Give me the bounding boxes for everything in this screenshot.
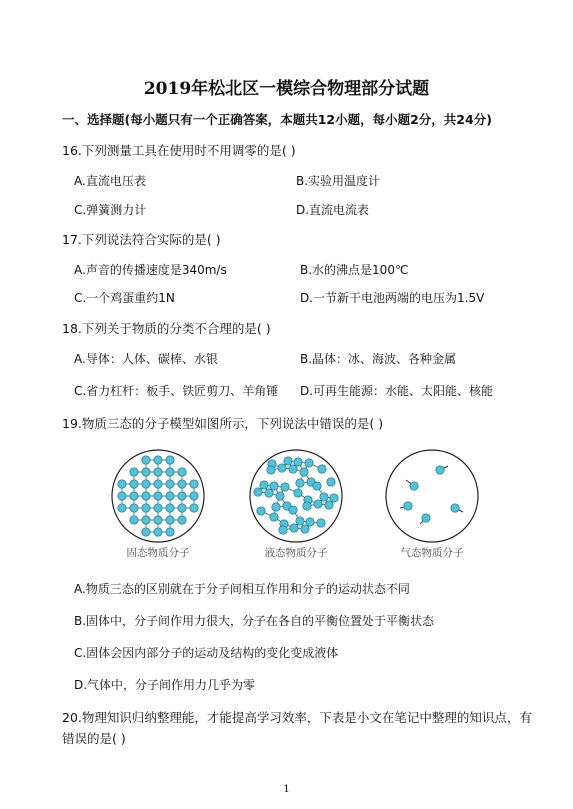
question-19-option-a: A.物质三态的区别就在于分子间相互作用和分子的运动状态不同 <box>74 582 410 596</box>
molecule-dot <box>313 482 321 490</box>
molecule-dot <box>410 482 418 490</box>
molecule-dot <box>142 528 150 536</box>
molecule-dot <box>154 480 162 488</box>
question-17-option-b: B.水的沸点是100℃ <box>300 263 409 277</box>
question-20-stem-line1: 20.物理知识归纳整理能，才能提高学习效率，下表是小文在笔记中整理的知识点，有 <box>62 710 532 725</box>
molecule-dot <box>154 468 162 476</box>
solid-molecule-diagram <box>112 450 204 542</box>
molecule-dot <box>290 524 298 532</box>
liquid-caption: 液态物质分子 <box>264 547 328 559</box>
molecule-dot <box>178 504 186 512</box>
molecule-dot <box>260 481 268 489</box>
page-title: 2019年松北区一模综合物理部分试题 <box>143 79 430 99</box>
solid-molecule-lattice <box>118 456 198 536</box>
question-18-option-b: B.晶体：冰、海波、各种金属 <box>300 352 457 366</box>
molecule-dot <box>166 528 174 536</box>
molecule-dot <box>130 492 138 500</box>
molecule-dot <box>130 480 138 488</box>
question-16-stem: 16.下列测量工具在使用时不用调零的是( ) <box>62 143 296 158</box>
molecule-dot <box>327 478 335 486</box>
molecule-dot <box>190 492 198 500</box>
molecule-dot <box>296 479 304 487</box>
molecule-dot <box>325 501 333 509</box>
gas-caption: 气态物质分子 <box>400 547 464 559</box>
molecule-dot <box>272 503 280 511</box>
liquid-molecule-cluster <box>254 457 338 534</box>
molecule-dot <box>142 468 150 476</box>
molecule-dot <box>257 507 265 515</box>
molecule-dot <box>294 489 302 497</box>
molecule-dot <box>284 457 292 465</box>
question-19-option-d: D.气体中，分子间作用力几乎为零 <box>74 678 256 692</box>
molecule-dot <box>267 466 275 474</box>
question-19-option-b: B.固体中，分子间作用力很大，分子在各自的平衡位置处于平衡状态 <box>74 614 435 628</box>
molecule-dot <box>270 513 278 521</box>
molecule-dot <box>422 514 430 522</box>
molecule-dot <box>166 492 174 500</box>
question-16-option-a: A.直流电压表 <box>74 174 146 188</box>
molecule-dot <box>178 492 186 500</box>
molecule-dot <box>142 504 150 512</box>
molecule-dot <box>142 492 150 500</box>
gas-molecules <box>400 466 463 524</box>
molecule-dot <box>166 456 174 464</box>
molecule-dot <box>118 492 126 500</box>
molecule-dot <box>254 488 262 496</box>
molecule-dot <box>154 528 162 536</box>
page-number: 1 <box>283 784 290 795</box>
molecule-dot <box>289 506 297 514</box>
molecule-dot <box>404 502 412 510</box>
molecule-dot <box>178 480 186 488</box>
molecule-dot <box>166 504 174 512</box>
molecule-dot <box>270 482 278 490</box>
molecule-dot <box>154 456 162 464</box>
molecule-dot <box>330 494 338 502</box>
molecule-state-figure <box>110 448 480 560</box>
molecule-dot <box>166 516 174 524</box>
question-19-option-c: C.固体会因内部分子的运动及结构的变化变成液体 <box>74 646 339 660</box>
molecule-dot <box>296 517 304 525</box>
question-19-stem: 19.物质三态的分子模型如图所示，下列说法中错误的是( ) <box>62 416 384 431</box>
question-17-option-d: D.一节新干电池两端的电压为1.5V <box>300 291 485 305</box>
question-17-stem: 17.下列说法符合实际的是( ) <box>62 232 221 247</box>
question-16-option-c: C.弹簧测力计 <box>74 203 147 217</box>
molecule-dot <box>314 500 322 508</box>
molecule-dot <box>278 464 286 472</box>
molecule-dot <box>118 504 126 512</box>
molecule-dot <box>142 456 150 464</box>
molecule-dot <box>320 493 328 501</box>
molecule-dot <box>265 489 273 497</box>
molecule-dot <box>154 516 162 524</box>
molecule-dot <box>451 504 459 512</box>
molecule-dot <box>130 504 138 512</box>
question-18-option-c: C.省力杠杆：板手、铁匠剪刀、羊角锤 <box>74 384 279 398</box>
question-17-option-c: C.一个鸡蛋重约1N <box>74 291 175 305</box>
molecule-dot <box>279 526 287 534</box>
molecule-dot <box>130 516 138 524</box>
question-16-option-d: D.直流电流表 <box>296 203 370 217</box>
molecule-dot <box>166 468 174 476</box>
molecule-dot <box>300 468 308 476</box>
molecule-dot <box>142 480 150 488</box>
question-16-option-b: B.实验用温度计 <box>296 174 381 188</box>
gas-circle <box>386 450 478 542</box>
question-20-stem-line2: 错误的是( ) <box>62 731 126 746</box>
molecule-dot <box>190 504 198 512</box>
molecule-dot <box>318 465 326 473</box>
molecule-dot <box>303 502 311 510</box>
molecule-dot <box>294 458 302 466</box>
molecule-dot <box>118 480 126 488</box>
molecule-dot <box>301 525 309 533</box>
liquid-molecule-diagram <box>250 450 342 542</box>
molecule-dot <box>154 492 162 500</box>
molecule-dot <box>178 516 186 524</box>
molecule-dot <box>305 459 313 467</box>
molecule-dot <box>190 480 198 488</box>
question-17-option-a: A.声音的传播速度是340m/s <box>74 263 227 277</box>
molecule-dot <box>276 492 284 500</box>
solid-caption: 固态物质分子 <box>126 547 190 559</box>
molecule-dot <box>281 483 289 491</box>
molecule-dot <box>178 468 186 476</box>
question-18-option-d: D.可再生能源：水能、太阳能、核能 <box>300 384 494 398</box>
molecule-dot <box>436 466 444 474</box>
question-18-option-a: A.导体：人体、碳棒、水银 <box>74 352 218 366</box>
molecule-dot <box>317 519 325 527</box>
section-heading: 一、选择题(每小题只有一个正确答案，本题共12小题，每小题2分，共24分) <box>62 112 492 127</box>
question-18-stem: 18.下列关于物质的分类不合理的是( ) <box>62 321 271 336</box>
molecule-dot <box>130 468 138 476</box>
molecule-dot <box>289 465 297 473</box>
molecule-dot <box>166 480 174 488</box>
molecule-dot <box>142 516 150 524</box>
molecule-dot <box>154 504 162 512</box>
gas-molecule-diagram <box>386 450 478 542</box>
molecule-dot <box>306 518 314 526</box>
